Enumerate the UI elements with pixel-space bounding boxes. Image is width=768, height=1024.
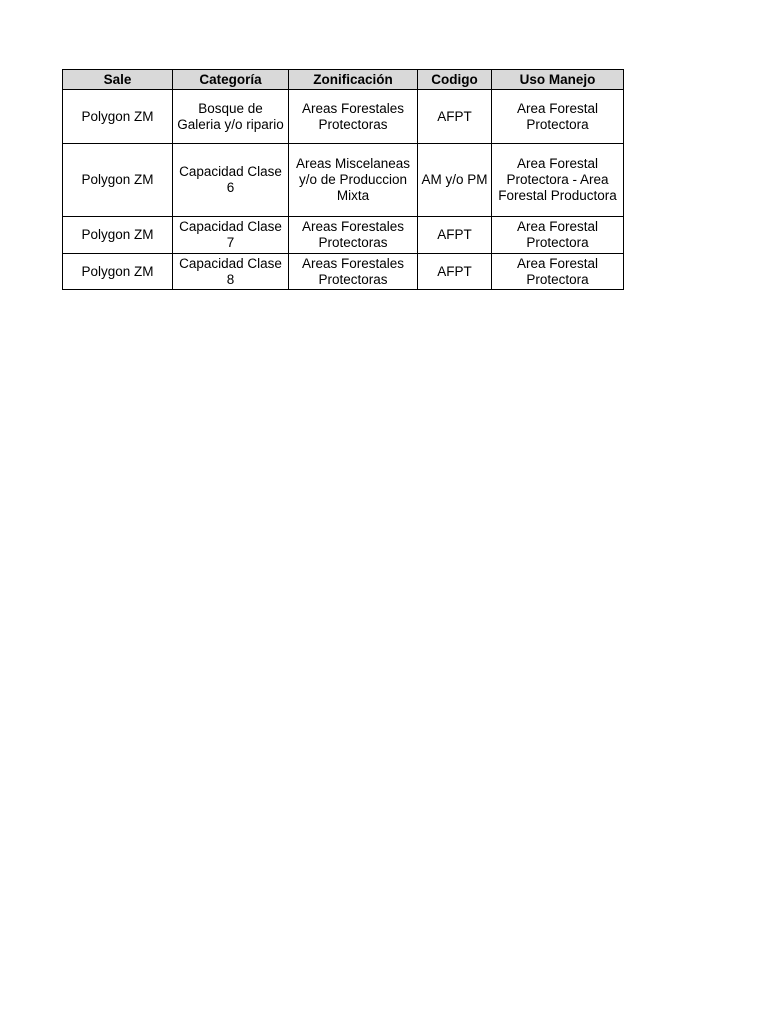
header-uso-manejo: Uso Manejo [492,70,624,90]
cell-categoria: Capacidad Clase 6 [173,144,289,217]
cell-sale: Polygon ZM [63,254,173,290]
cell-zonificacion: Areas Forestales Protectoras [289,254,418,290]
table-row [63,90,624,144]
cell-categoria: Capacidad Clase 8 [173,254,289,290]
header-sale: Sale [63,70,173,90]
table-header [63,70,624,90]
cell-sale: Polygon ZM [63,217,173,254]
zoning-table [62,69,624,290]
cell-sale: Polygon ZM [63,90,173,144]
table-row [63,254,624,290]
cell-zonificacion: Areas Forestales Protectoras [289,217,418,254]
cell-uso-manejo: Area Forestal Protectora [492,90,624,144]
cell-uso-manejo: Area Forestal Protectora [492,254,624,290]
table-body [63,90,624,290]
cell-uso-manejo: Area Forestal Protectora [492,217,624,254]
cell-zonificacion: Areas Forestales Protectoras [289,90,418,144]
table-row [63,217,624,254]
cell-codigo: AFPT [418,254,492,290]
header-zonificacion: Zonificación [289,70,418,90]
cell-categoria: Bosque de Galeria y/o ripario [173,90,289,144]
header-row [63,70,624,90]
cell-codigo: AFPT [418,217,492,254]
cell-codigo: AFPT [418,90,492,144]
cell-uso-manejo: Area Forestal Protectora - Area Forestal Productora [492,144,624,217]
table-row [63,144,624,217]
cell-zonificacion: Areas Miscelaneas y/o de Produccion Mixta [289,144,418,217]
header-categoria: Categoría [173,70,289,90]
header-codigo: Codigo [418,70,492,90]
cell-codigo: AM y/o PM [418,144,492,217]
cell-categoria: Capacidad Clase 7 [173,217,289,254]
cell-sale: Polygon ZM [63,144,173,217]
